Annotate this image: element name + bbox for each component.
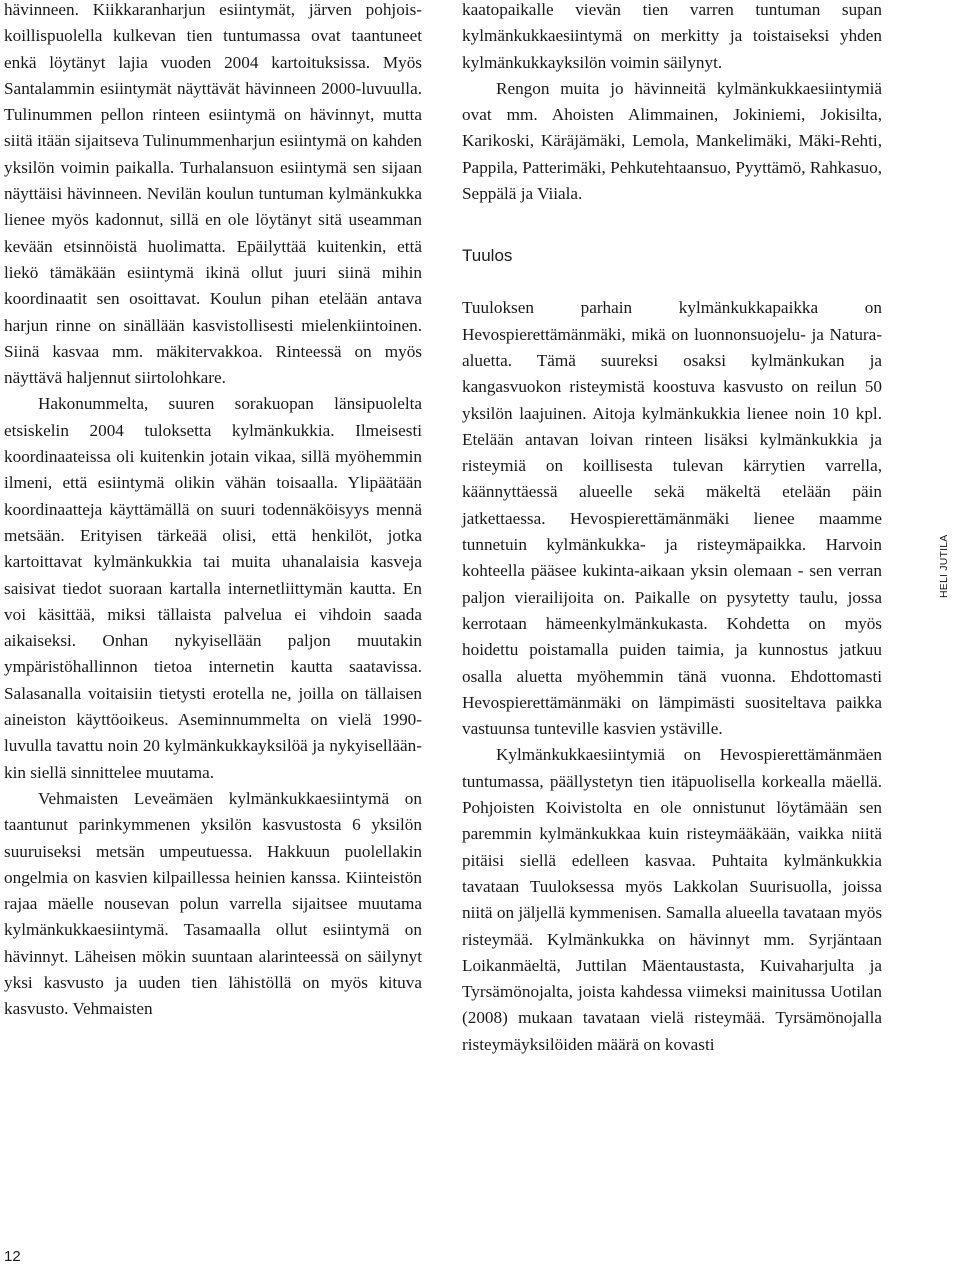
body-paragraph: Tuuloksen parhain kylmänkukkapaikka on Hevospierettämänmäki, mikä on luonnonsuojelu- ja Natura-aluetta. Tämä suureksi osaksi kylmänkukan ja kangasvuokon risteymistä koostuva kasvusto on reilun 50 yksilön laajuinen. Aitoja kylmänkukkia lienee noin 10 kpl. Etelään antavan loivan rinteen lisäksi kylmänkukkia ja risteymiä on koillisesta tulevan kärrytien varrella, käännyttäessä alueelle sekä mäkeltä etelään päin jatkettaessa. Hevospierettämänmäki lienee maamme tunnetuin kylmänkukka- ja risteymäpaikka. Harvoin kohteella pääsee kukinta-aikaan yksin olemaan - sen verran paljon vierailijoita on. Paikalle on pysytetty taulu, jossa kerrotaan hämeenkylmänkukasta. Kohdetta on myös hoidettu poistamalla puiden taimia, ja kunnostus jatkuu osalla aluetta myöhemmin tänä vuonna. Ehdottomasti Hevospierettämänmäki on lämpimästi suositeltava paikka vastuunsa tunteville kasvien ystäville. <box>462 298 882 739</box>
body-paragraph: Vehmaisten Leveämäen kylmänkukkaesiintymä on taantunut parinkymmenen yksilön kasvustosta 6 yksilön suuruiseksi metsän umpeutuessa. Hakkuun puolellakin ongelmia on kasvien kilpaillessa heinien kanssa. Kiinteistön rajaa mäelle nousevan polun varrella sijaitsee muutama kylmänkukkaesiintymä. Tasamaalla ollut esiintymä on hävinnyt. Läheisen mökin suuntaan alarinteessä on säilynyt yksi kasvusto ja uuden tien lähistöllä on myös kituva kasvusto. Vehmaisten <box>4 788 422 1019</box>
body-paragraph: Rengon muita jo hävinneitä kylmänkukkaesiintymiä ovat mm. Ahoisten Alimmainen, Jokiniemi, Jokisilta, Karikoski, Käräjämäki, Lemola, Mankelimäki, Mäki-Rehti, Pappila, Patterimäki, Pehkutehtaansuo, Pyyttämö, Rahkasuo, Seppälä ja Viiala. <box>462 78 882 204</box>
page-number: 12 <box>4 1248 21 1265</box>
body-paragraph: kaatopaikalle vievän tien varren tuntuman supan kylmänkukkaesiintymä on merkitty ja toistaiseksi yhden kylmänkukkayksilön voimin säilynyt. <box>462 0 882 72</box>
section-heading: Tuulos <box>462 246 513 266</box>
right-text-column <box>462 0 882 1058</box>
left-text-column <box>4 0 422 1023</box>
author-credit: HELI JUTILA <box>938 534 950 598</box>
body-paragraph: Kylmänkukkaesiintymiä on Hevospierettämänmäen tuntumassa, päällystetyn tien itäpuolisella korkealla mäellä. Pohjoisten Koivistolta en ole onnistunut löytämään sen paremmin kylmänkukkaa kuin risteymääkään, vaikka niitä pitäisi siellä edelleen kasvaa. Puhtaita kylmänkukkia tavataan Tuuloksessa myös Lakkolan Suurisuolla, joissa niitä on jäljellä kymmenisen. Samalla alueella tavataan myös risteymää. Kylmänkukka on hävinnyt mm. Syrjäntaan Loikanmäeltä, Juttilan Mäentaustasta, Kuivaharjulta ja Tyrsämönojalta, joista kahdessa viimeksi mainitussa Uotilan (2008) mukaan tavataan vielä risteymää. Tyrsämönojalla risteymäyksilöiden määrä on kovasti <box>462 745 883 1054</box>
body-paragraph: Hakonummelta, suuren sorakuopan länsipuolelta etsiskelin 2004 tuloksetta kylmänkukkia. Ilmeisesti koordinaateissa oli kuitenkin jotain vikaa, sillä myöhemmin ilmeni, että esiintymä olikin vähän toisaalla. Ylipäätään koordinaatteja käyttämällä on suuri todennäköisyys mennä metsään. Erityisen tärkeää olisi, että henkilöt, jotka kartoittavat kylmänkukkia tai muita uhanalaisia kasveja saisivat tiedot suoraan kartalla internetliittymän kautta. En voi käsittää, miksi tällaista palvelua ei vihdoin saada aikaiseksi. Onhan nykyisellään paljon muutakin ympäristöhallinnon tietoa internetin kautta saatavissa. Salasanalla voitaisiin tietysti erotella ne, joilla on tällaisen aineiston käyttöoikeus. Aseminnummelta on vielä 1990-luvulla tavattu noin 20 kylmänkukkayksilöä ja nykyiselläänkin siellä sinnittelee muutama. <box>4 394 422 782</box>
body-paragraph: hävinneen. Kiikkaranharjun esiintymät, järven pohjois-koillispuolella kulkevan tien tuntumassa ovat taantuneet enkä löytänyt lajia vuoden 2004 kartoituksissa. Myös Santalammin esiintymät näyttävät hävinneen 2000-luvuulla. Tulinummen pellon rinteen esiintymä on hävinnyt, mutta siitä itään sijaitseva Tulinummenharjun esiintymä on kahden yksilön voimin paikalla. Turhalansuon esiintymä sen sijaan näyttäisi hävinneen. Nevilän koulun tuntuman kylmänkukka lienee myös kadonnut, sillä en ole löytänyt sitä useamman kevään etsinnöistä huolimatta. Epäilyttää kuitenkin, että liekö tämäkään esiintymä ikinä ollut juuri siinä mihin koordinaatit sen osoittavat. Koulun pihan etelään antava harjun rinne on sinällään kasvistollisesti mielenkiintoinen. Siinä kasvaa mm. mäkitervakkoa. Rinteessä on myös näyttävä haljennut siirtolohkare. <box>4 0 422 388</box>
